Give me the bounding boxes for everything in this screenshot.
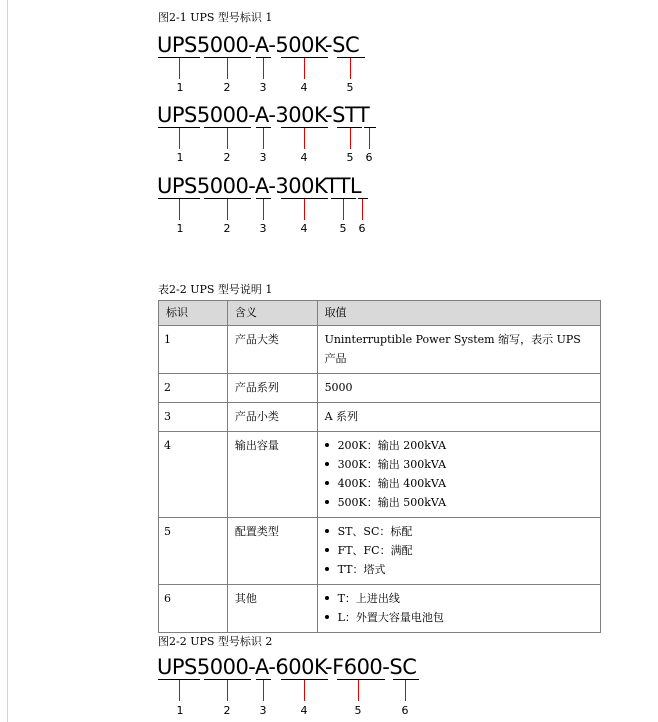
list-item-text: TT：塔式 [337, 563, 386, 576]
pointer-line [263, 128, 264, 149]
pointer-line [263, 58, 264, 79]
segment-number: 3 [259, 81, 267, 94]
row-value: A 系列 [317, 403, 600, 432]
pointer-line [227, 58, 228, 79]
pointer-line [343, 199, 344, 220]
pointer-line [369, 128, 370, 149]
header-value: 取值 [317, 301, 600, 326]
segment-number: 1 [176, 151, 184, 164]
row-id: 5 [159, 518, 228, 585]
segment-number: 1 [176, 704, 184, 717]
pointer-line [179, 199, 180, 220]
model-code: UPS5000-A-600K-F600-SC [157, 655, 417, 679]
segment-number: 5 [339, 222, 347, 235]
list-item [323, 474, 593, 493]
list-item [323, 541, 593, 560]
list-item-text: 400K：输出 400kVA [337, 477, 447, 490]
list-item-text: ST、SC：标配 [337, 525, 413, 538]
list-item-text: T：上进出线 [337, 592, 400, 605]
segment-underline [358, 198, 368, 199]
segment-number: 2 [223, 81, 231, 94]
page-margin-line [7, 0, 8, 722]
segment-number: 6 [365, 151, 373, 164]
segment-number: 2 [223, 704, 231, 717]
row-id: 3 [159, 403, 228, 432]
model-spec-table [158, 300, 601, 633]
segment-number: 4 [300, 151, 308, 164]
list-item [323, 608, 593, 627]
segment-number: 5 [346, 81, 354, 94]
bullet-icon [325, 615, 329, 619]
row-id: 1 [159, 326, 228, 374]
pointer-line [405, 680, 406, 701]
segment-number: 1 [176, 81, 184, 94]
pointer-line [227, 680, 228, 701]
row-value: 5000 [317, 374, 600, 403]
row-meaning: 产品大类 [227, 326, 317, 374]
bullet-icon [325, 567, 329, 571]
table-row [159, 518, 601, 585]
figure-1-caption: 图2-1 UPS 型号标识 1 [158, 11, 273, 24]
bullet-icon [325, 548, 329, 552]
header-meaning: 含义 [227, 301, 317, 326]
list-item-text: FT、FC：满配 [337, 544, 413, 557]
pointer-line [304, 58, 305, 79]
list-item-text: L：外置大容量电池包 [337, 611, 444, 624]
model-code: UPS5000-A-300KTTL [157, 174, 362, 198]
pointer-line [179, 58, 180, 79]
bullet-icon [325, 529, 329, 533]
pointer-line [227, 199, 228, 220]
segment-number: 4 [300, 81, 308, 94]
row-value: Uninterruptible Power System 缩写，表示 UPS 产品 [317, 326, 600, 374]
list-item [323, 560, 593, 579]
header-id: 标识 [159, 301, 228, 326]
row-meaning: 其他 [227, 585, 317, 633]
segment-underline [364, 127, 376, 128]
row-meaning: 产品系列 [227, 374, 317, 403]
pointer-line [304, 680, 305, 701]
row-value-list [317, 518, 600, 585]
row-meaning: 配置类型 [227, 518, 317, 585]
pointer-line [304, 199, 305, 220]
bullet-icon [325, 596, 329, 600]
row-value-list [317, 432, 600, 518]
row-id: 6 [159, 585, 228, 633]
segment-number: 4 [300, 222, 308, 235]
pointer-line [358, 680, 359, 701]
row-meaning: 产品小类 [227, 403, 317, 432]
pointer-line [362, 199, 363, 220]
segment-number: 5 [354, 704, 362, 717]
segment-number: 4 [300, 704, 308, 717]
row-value-list [317, 585, 600, 633]
list-item-text: 300K：输出 300kVA [337, 458, 447, 471]
segment-underline [337, 57, 365, 58]
list-item [323, 436, 593, 455]
table-row [159, 374, 601, 403]
bullet-icon [325, 500, 329, 504]
pointer-line [179, 680, 180, 701]
pointer-line [350, 128, 351, 149]
segment-number: 3 [259, 222, 267, 235]
pointer-line [304, 128, 305, 149]
segment-number: 3 [259, 704, 267, 717]
row-id: 2 [159, 374, 228, 403]
bullet-icon [325, 481, 329, 485]
table-row [159, 585, 601, 633]
row-id: 4 [159, 432, 228, 518]
segment-underline [337, 679, 385, 680]
segment-number: 5 [346, 151, 354, 164]
segment-number: 6 [401, 704, 409, 717]
table-row [159, 432, 601, 518]
segment-number: 2 [223, 151, 231, 164]
table-header-row [159, 301, 601, 326]
figure-2-caption: 图2-2 UPS 型号标识 2 [158, 635, 273, 648]
bullet-icon [325, 443, 329, 447]
list-item [323, 522, 593, 541]
list-item [323, 455, 593, 474]
list-item-text: 200K：输出 200kVA [337, 439, 447, 452]
segment-number: 3 [259, 151, 267, 164]
list-item-text: 500K：输出 500kVA [337, 496, 447, 509]
segment-number: 6 [358, 222, 366, 235]
table-caption: 表2-2 UPS 型号说明 1 [158, 283, 273, 296]
pointer-line [179, 128, 180, 149]
list-item [323, 589, 593, 608]
segment-underline [393, 679, 419, 680]
table-row [159, 403, 601, 432]
model-code: UPS5000-A-300K-STT [157, 103, 370, 127]
list-item [323, 493, 593, 512]
segment-number: 1 [176, 222, 184, 235]
pointer-line [227, 128, 228, 149]
table-row [159, 326, 601, 374]
pointer-line [263, 199, 264, 220]
bullet-icon [325, 462, 329, 466]
model-code: UPS5000-A-500K-SC [157, 33, 360, 57]
pointer-line [350, 58, 351, 79]
pointer-line [263, 680, 264, 701]
row-meaning: 输出容量 [227, 432, 317, 518]
segment-number: 2 [223, 222, 231, 235]
